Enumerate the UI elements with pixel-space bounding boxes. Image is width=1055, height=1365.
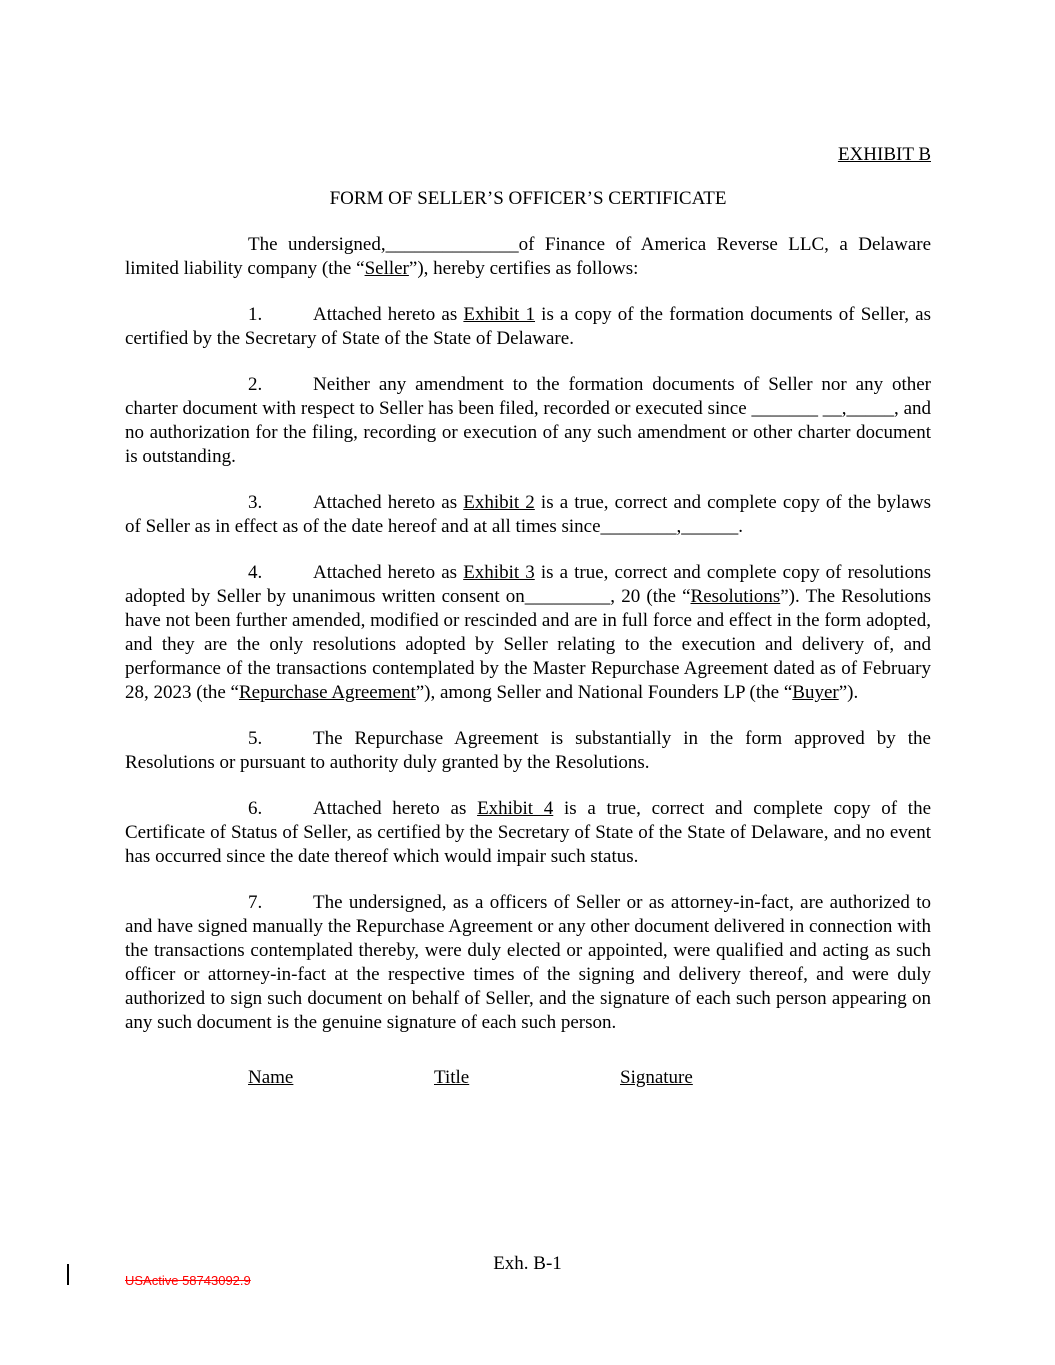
paragraph-number: 2. (248, 374, 263, 395)
paragraph-number: 3. (248, 492, 263, 513)
numbered-paragraph (125, 727, 931, 775)
numbered-paragraphs (125, 303, 931, 1035)
paragraph-number: 6. (248, 798, 263, 819)
text-run: ”), hereby certifies as follows: (408, 258, 639, 279)
paragraph-number: 1. (248, 304, 263, 325)
text-run: Neither any amendment to the formation documents of Seller nor any other charter document with respect to Seller has been filed, recorded or executed since _______ __,_____, and no authorization for the filing, recording or execution of any such amendment or other charter document is outstanding. (125, 374, 931, 467)
text-run: ______________ (385, 234, 519, 255)
text-run: ”). (838, 682, 859, 703)
text-run: The undersigned, as a officers of Seller or as attorney-in-fact, are authorized to and have signed manually the Repurchase Agreement or any other document delivered in connection with the transactions contemplated thereby, were duly elected or appointed, were qualified and acting as such officer or attorney-in-fact at the respective times of the signing and delivery thereof, and were duly authorized to sign such document on behalf of Seller, and the signature of each such person appearing on any such document is the genuine signature of each such person. (125, 892, 931, 1033)
text-run: is a true, correct and complete copy of resolutions adopted by Seller by unanimous written consent on_________, 20 (the “ (125, 562, 931, 607)
numbered-paragraph (125, 491, 931, 539)
numbered-paragraph (125, 373, 931, 469)
signature-table-header (125, 1066, 931, 1090)
doc-id-stamp: USActive 58743092.9 (125, 1273, 251, 1288)
change-bar-icon (67, 1264, 69, 1285)
page-number: Exh. B-1 (493, 1253, 562, 1274)
text-run: Attached hereto as (313, 492, 464, 513)
underlined-text: Exhibit 4 (477, 798, 554, 819)
text-run: is a copy of the formation documents of Seller, as certified by the Secretary of State of the State of Delaware. (125, 304, 931, 349)
signature-col-title (434, 1066, 620, 1090)
numbered-paragraph (125, 561, 931, 705)
numbered-paragraph (125, 303, 931, 351)
text-run: Attached hereto as (313, 798, 478, 819)
signature-column-header: Signature (620, 1067, 693, 1088)
intro-paragraph (125, 233, 931, 281)
text-run: is a true, correct and complete copy of the Certificate of Status of Seller, as certified by the Secretary of State of the State of Delaware, and no event has occurred since the date thereof which would impair such status. (125, 798, 932, 867)
paragraph-number: 5. (248, 728, 263, 749)
title-column-header: Title (434, 1067, 470, 1088)
underlined-text: Repurchase Agreement (238, 682, 416, 703)
name-column-header: Name (248, 1067, 294, 1088)
numbered-paragraph (125, 797, 931, 869)
underlined-text: Seller (364, 258, 409, 279)
text-run: Attached hereto as (313, 304, 464, 325)
paragraph-number: 7. (248, 892, 263, 913)
paragraph-number: 4. (248, 562, 263, 583)
underlined-text: Exhibit 1 (463, 304, 536, 325)
text-run: of Finance of America Reverse LLC, a Delaware limited liability company (the “ (125, 234, 932, 279)
underlined-text: Exhibit 2 (463, 492, 535, 513)
signature-col-name (248, 1066, 434, 1090)
text-run: The Repurchase Agreement is substantially in the form approved by the Resolutions or pursuant to authority duly granted by the Resolutions. (125, 728, 931, 773)
underlined-text: Resolutions (690, 586, 781, 607)
document-title: FORM OF SELLER’S OFFICER’S CERTIFICATE (329, 188, 727, 209)
text-run: is a true, correct and complete copy of the bylaws of Seller as in effect as of the date hereof and at all times since________,______. (125, 492, 931, 537)
underlined-text: Exhibit 3 (463, 562, 535, 583)
numbered-paragraph (125, 891, 931, 1035)
exhibit-label (125, 143, 931, 167)
text-run: The undersigned, (248, 234, 386, 255)
underlined-text: Buyer (792, 682, 839, 703)
exhibit-label-text: EXHIBIT B (837, 144, 931, 165)
text-run: ”), among Seller and National Founders LP (the “ (415, 682, 793, 703)
signature-col-signature (620, 1066, 693, 1090)
text-run: ”). The Resolutions have not been further amended, modified or rescinded and are in full force and effect in the form adopted, and they are the only resolutions adopted by Seller relating to the execution and delivery of, and performance of the transactions contemplated by the Master Repurchase Agreement dated as of February 28, 2023 (the “ (125, 586, 932, 703)
text-run: Attached hereto as (313, 562, 464, 583)
document-content (125, 143, 931, 1090)
